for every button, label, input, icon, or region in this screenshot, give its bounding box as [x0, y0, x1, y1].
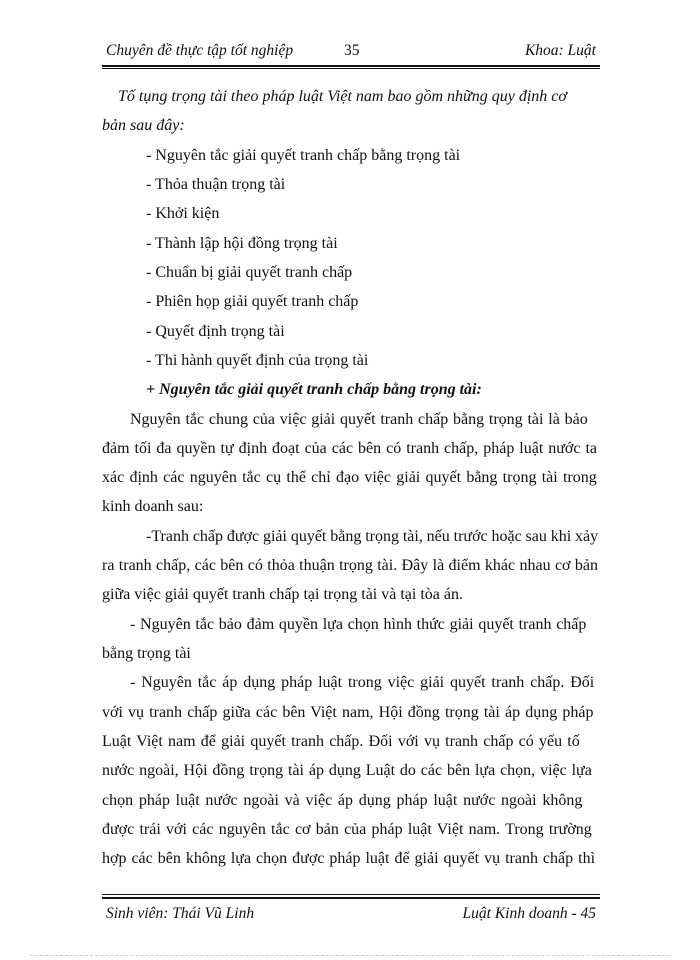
paragraph-line: - Nguyên tắc áp dụng pháp luật trong việc giải quyết tranh chấp. Đối	[130, 674, 595, 691]
paragraph-line: Luật Việt nam để giải quyết tranh chấp. Đối với vụ tranh chấp có yếu tố	[102, 733, 580, 750]
footer-rule	[102, 897, 600, 899]
header-rule-thin	[102, 68, 600, 69]
footer-student-name: Sinh viên: Thái Vũ Linh	[106, 905, 255, 922]
list-item: - Phiên họp giải quyết tranh chấp	[146, 293, 359, 310]
paragraph-line: giữa việc giải quyết tranh chấp tại trọng tài và tại tòa án.	[102, 586, 463, 603]
paragraph-line: với vụ tranh chấp giữa các bên Việt nam, Hội đồng trọng tài áp dụng pháp	[102, 704, 594, 721]
paragraph-line: bằng trọng tài	[102, 645, 191, 662]
header-course-title: Chuyên đề thực tập tốt nghiệp	[106, 42, 294, 59]
paragraph-line: -Tranh chấp được giải quyết bằng trọng tài, nếu trước hoặc sau khi xảy	[146, 528, 599, 545]
footer-program: Luật Kinh doanh - 45	[462, 905, 596, 922]
footer-rule-thin	[102, 894, 600, 895]
list-item: - Thi hành quyết định của trọng tài	[146, 352, 369, 369]
paragraph-line: nước ngoài, Hội đồng trọng tài áp dụng Luật do các bên lựa chọn, việc lựa	[102, 762, 592, 779]
header-faculty: Khoa: Luật	[524, 42, 596, 59]
paragraph-line: đảm tối đa quyền tự định đoạt của các bên có tranh chấp, pháp luật nước ta	[102, 440, 598, 457]
paragraph-line: Nguyên tắc chung của việc giải quyết tranh chấp bằng trọng tài là bảo	[130, 411, 588, 428]
intro-line: bản sau đây:	[102, 117, 185, 134]
list-item: - Khởi kiện	[146, 205, 220, 222]
paragraph-line: kinh doanh sau:	[102, 498, 204, 515]
paragraph-line: xác định các nguyên tắc cụ thể chỉ đạo việc giải quyết bằng trọng tài trong	[102, 469, 597, 486]
list-item: - Quyết định trọng tài	[146, 323, 285, 340]
page-edge-divider	[30, 955, 670, 956]
header-rule	[102, 65, 600, 67]
header-page-number: 35	[344, 42, 360, 59]
paragraph-line: hợp các bên không lựa chọn được pháp luật để giải quyết vụ tranh chấp thì	[102, 850, 596, 867]
paragraph-line: - Nguyên tắc bảo đảm quyền lựa chọn hình thức giải quyết tranh chấp	[130, 616, 587, 633]
section-heading: + Nguyên tắc giải quyết tranh chấp bằng trọng tài:	[146, 381, 482, 398]
paragraph-line: chọn pháp luật nước ngoài và việc áp dụng pháp luật nước ngoài không	[102, 792, 583, 809]
list-item: - Thành lập hội đồng trọng tài	[146, 235, 338, 252]
paragraph-line: ra tranh chấp, các bên có thỏa thuận trọng tài. Đây là điểm khác nhau cơ bản	[102, 557, 598, 574]
paragraph-line: được trái với các nguyên tắc cơ bản của pháp luật Việt nam. Trong trường	[102, 821, 592, 838]
list-item: - Nguyên tắc giải quyết tranh chấp bằng trọng tài	[146, 147, 461, 164]
list-item: - Thỏa thuận trọng tài	[146, 176, 286, 193]
intro-line: Tố tụng trọng tài theo pháp luật Việt nam bao gồm những quy định cơ	[118, 88, 567, 105]
list-item: - Chuẩn bị giải quyết tranh chấp	[146, 264, 353, 281]
